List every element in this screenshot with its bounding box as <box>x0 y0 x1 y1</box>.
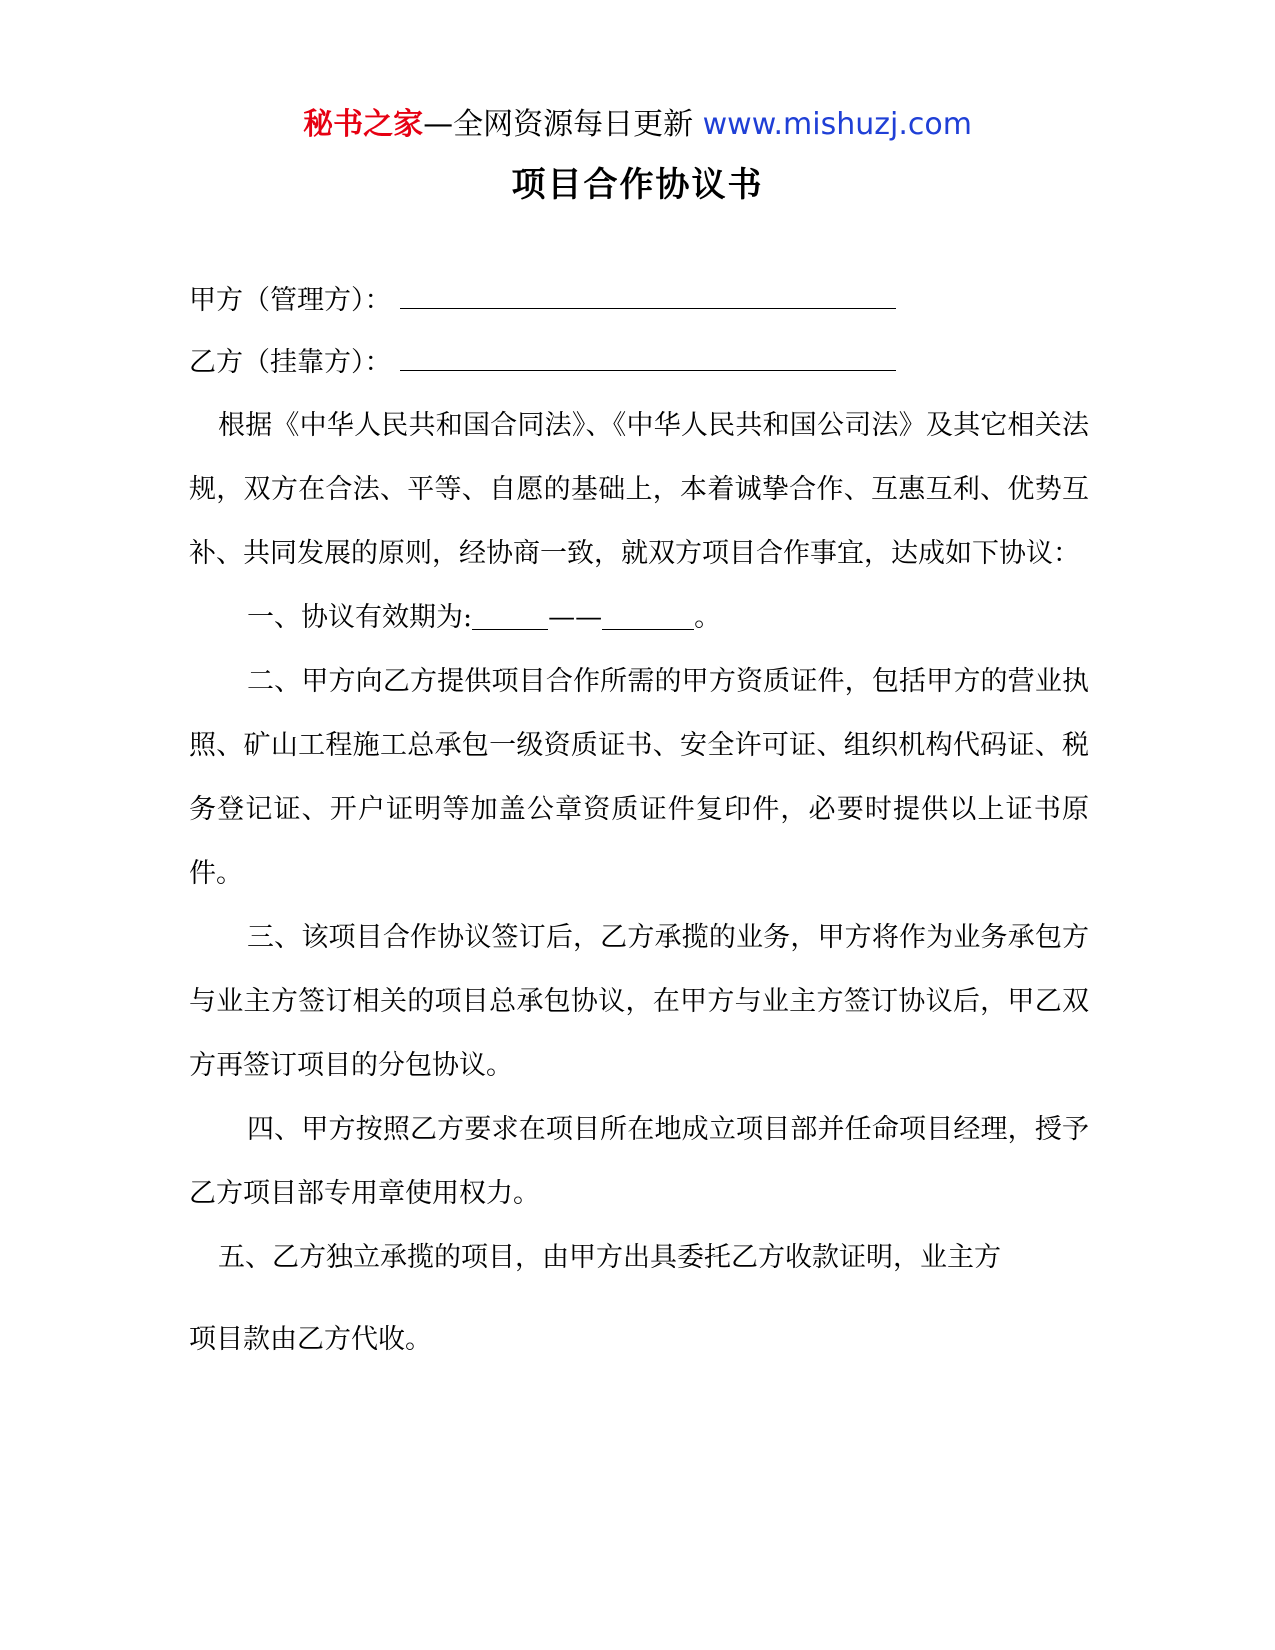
start-date-blank[interactable] <box>472 603 548 630</box>
clause-1-end: 。 <box>694 602 722 633</box>
party-b-blank[interactable] <box>400 346 896 371</box>
end-date-blank[interactable] <box>602 603 694 630</box>
clause-1 <box>189 586 1089 650</box>
clause-1-text: 一、协议有效期为: <box>247 602 473 633</box>
party-b-field <box>189 343 896 383</box>
document-title: 项目合作协议书 <box>511 165 764 205</box>
clause-5-line-1: 五、乙方独立承揽的项目，由甲方出具委托乙方收款证明，业主方 <box>218 1242 1001 1273</box>
party-a-blank[interactable] <box>400 284 896 309</box>
clause-2: 二、甲方向乙方提供项目合作所需的甲方资质证件，包括甲方的营业执照、矿山工程施工总承包一级资质证书、安全许可证、组织机构代码证、税务登记证、开户证明等加盖公章资质证件复印件，必要时提供以上证书原件。 <box>189 666 1089 889</box>
header-slogan: —全网资源每日更新 <box>423 107 694 142</box>
clause-5-line-2: 项目款由乙方代收。 <box>189 1324 432 1355</box>
party-b-label: 乙方（挂靠方）： <box>189 347 392 378</box>
party-a-field <box>189 281 896 321</box>
intro-paragraph: 根据《中华人民共和国合同法》、《中华人民共和国公司法》及其它相关法规，双方在合法、平等、自愿的基础上，本着诚挚合作、互惠互利、优势互补、共同发展的原则，经协商一致，就双方项目合作事宜，达成如下协议： <box>189 410 1089 569</box>
brand-name: 秘书之家 <box>303 107 424 142</box>
site-url-link[interactable]: www.mishuzj.com <box>702 107 972 142</box>
site-header <box>0 103 1275 147</box>
document-body <box>189 394 1089 1372</box>
party-a-label: 甲方（管理方）： <box>189 285 392 316</box>
clause-4: 四、甲方按照乙方要求在项目所在地成立项目部并任命项目经理，授予乙方项目部专用章使用权力。 <box>189 1114 1089 1209</box>
clause-1-dash: —— <box>548 602 603 633</box>
clause-3: 三、该项目合作协议签订后，乙方承揽的业务，甲方将作为业务承包方与业主方签订相关的项目总承包协议，在甲方与业主方签订协议后，甲乙双方再签订项目的分包协议。 <box>189 922 1089 1081</box>
